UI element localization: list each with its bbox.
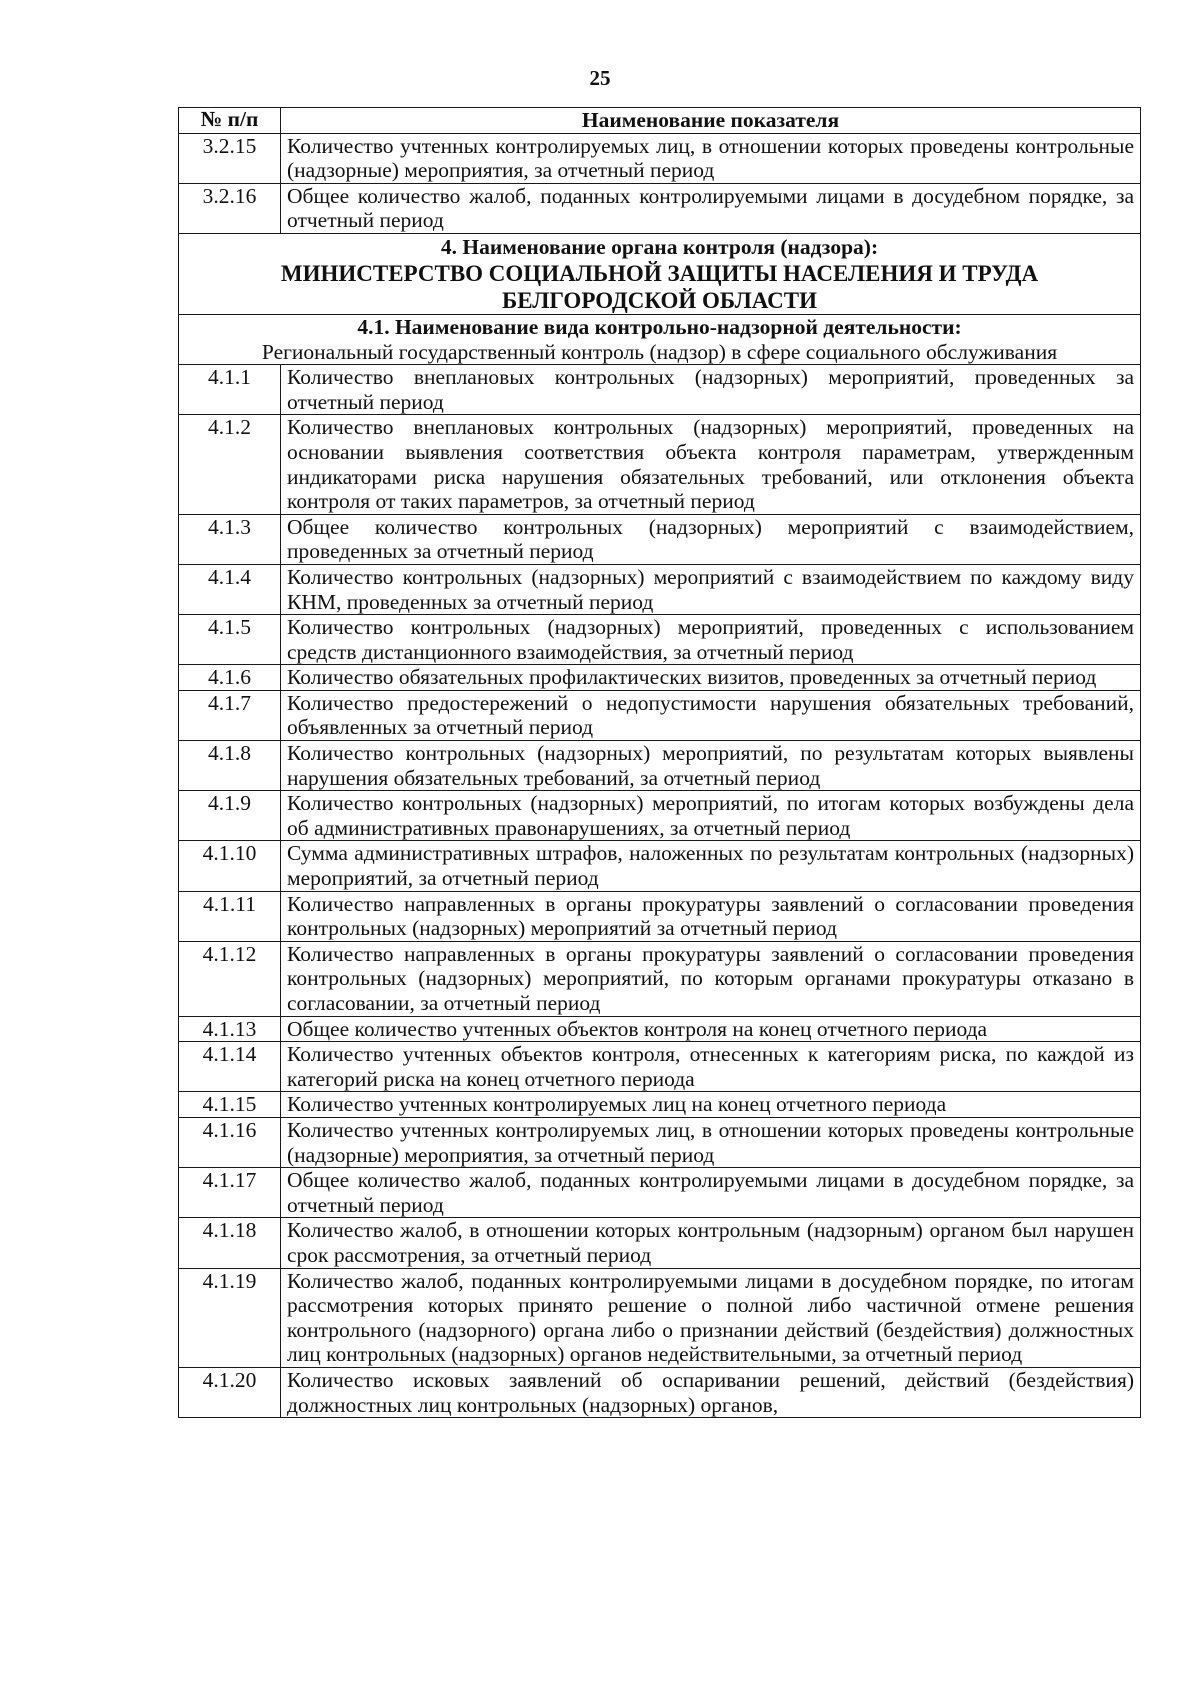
table-row <box>179 1092 1141 1118</box>
table-row <box>179 841 1141 891</box>
table-row <box>179 741 1141 791</box>
table-row <box>179 941 1141 1016</box>
organization-name: МИНИСТЕРСТВО СОЦИАЛЬНОЙ ЗАЩИТЫ НАСЕЛЕНИЯ И ТРУДА БЕЛГОРОДСКОЙ ОБЛАСТИ <box>280 260 1039 313</box>
table-row <box>179 514 1141 564</box>
indicator-number: 4.1.11 <box>179 891 281 941</box>
indicators-table <box>178 107 1141 1418</box>
indicator-name: Количество направленных в органы прокуратуры заявлений о согласовании проведения контрольных (надзорных) мероприятий за отчетный период <box>281 891 1141 941</box>
indicator-name: Общее количество учтенных объектов контроля на конец отчетного периода <box>281 1016 1141 1042</box>
subsection-title: 4.1. Наименование вида контрольно-надзорной деятельности: <box>357 314 962 339</box>
indicator-name: Количество контрольных (надзорных) мероприятий с взаимодействием по каждому виду КНМ, проведенных за отчетный период <box>281 564 1141 614</box>
indicator-number: 4.1.8 <box>179 741 281 791</box>
header-number: № п/п <box>179 108 281 134</box>
indicator-name: Общее количество жалоб, поданных контролируемыми лицами в досудебном порядке, за отчетный период <box>281 1168 1141 1218</box>
indicator-number: 4.1.6 <box>179 665 281 691</box>
indicator-name: Количество исковых заявлений об оспаривании решений, действий (бездействия) должностных лиц контрольных (надзорных) органов, <box>281 1367 1141 1417</box>
table-row <box>179 133 1141 183</box>
indicator-name: Количество обязательных профилактических визитов, проведенных за отчетный период <box>281 665 1141 691</box>
indicator-number: 4.1.2 <box>179 415 281 514</box>
section-cell <box>179 233 1141 314</box>
indicator-name: Сумма административных штрафов, наложенных по результатам контрольных (надзорных) мероприятий, за отчетный период <box>281 841 1141 891</box>
indicator-name: Количество жалоб, в отношении которых контрольным (надзорным) органом был нарушен срок рассмотрения, за отчетный период <box>281 1218 1141 1268</box>
indicator-name: Количество контрольных (надзорных) мероприятий, по итогам которых возбуждены дела об административных правонарушениях, за отчетный период <box>281 791 1141 841</box>
table-row <box>179 791 1141 841</box>
table-row <box>179 665 1141 691</box>
page-number: 25 <box>589 66 611 90</box>
table-row <box>179 1016 1141 1042</box>
indicator-number: 4.1.17 <box>179 1168 281 1218</box>
table-row <box>179 1117 1141 1167</box>
indicator-name: Количество внеплановых контрольных (надзорных) мероприятий, проведенных на основании выявления соответствия объекта контроля параметрам, утвержденным индикаторами риска нарушения обязательных требований, или отклонения объекта контроля от таких параметров, за отчетный период <box>281 415 1141 514</box>
table-row <box>179 1168 1141 1218</box>
indicator-name: Количество предостережений о недопустимости нарушения обязательных требований, объявленных за отчетный период <box>281 690 1141 740</box>
indicator-name: Количество контрольных (надзорных) мероприятий, по результатам которых выявлены нарушения обязательных требований, за отчетный период <box>281 741 1141 791</box>
table-row <box>179 365 1141 415</box>
table-row <box>179 183 1141 233</box>
table-row <box>179 891 1141 941</box>
indicator-name: Общее количество контрольных (надзорных) мероприятий с взаимодействием, проведенных за отчетный период <box>281 514 1141 564</box>
table-row <box>179 1268 1141 1367</box>
indicator-number: 4.1.12 <box>179 941 281 1016</box>
table-row <box>179 1367 1141 1417</box>
subsection-row <box>179 314 1141 364</box>
indicator-number: 4.1.7 <box>179 690 281 740</box>
table-row <box>179 1042 1141 1092</box>
table-row <box>179 564 1141 614</box>
top-rows <box>179 133 1141 233</box>
indicator-number: 4.1.16 <box>179 1117 281 1167</box>
table-row <box>179 415 1141 514</box>
indicator-number: 4.1.1 <box>179 365 281 415</box>
indicator-name: Количество учтенных объектов контроля, отнесенных к категориям риска, по каждой из категорий риска на конец отчетного периода <box>281 1042 1141 1092</box>
indicator-name: Количество учтенных контролируемых лиц, в отношении которых проведены контрольные (надзорные) мероприятия, за отчетный период <box>281 1117 1141 1167</box>
indicator-rows <box>179 365 1141 1418</box>
indicator-number: 4.1.15 <box>179 1092 281 1118</box>
indicator-number: 4.1.18 <box>179 1218 281 1268</box>
table-row <box>179 1218 1141 1268</box>
table-row <box>179 690 1141 740</box>
indicator-number: 4.1.10 <box>179 841 281 891</box>
section-block <box>179 233 1141 364</box>
indicator-name: Количество направленных в органы прокуратуры заявлений о согласовании проведения контрольных (надзорных) мероприятий, по которым органами прокуратуры отказано в согласовании, за отчетный период <box>281 941 1141 1016</box>
table-row <box>179 615 1141 665</box>
indicator-number: 4.1.9 <box>179 791 281 841</box>
control-type-name: Региональный государственный контроль (надзор) в сфере социального обслуживания <box>261 339 1058 364</box>
indicator-name: Количество жалоб, поданных контролируемыми лицами в досудебном порядке, по итогам рассмотрения которых принято решение о полной либо частичной отмене решения контрольного (надзорного) органа либо о признании действий (бездействия) должностных лиц контрольных (надзорных) органов недействительными, за отчетный период <box>281 1268 1141 1367</box>
indicator-number: 4.1.14 <box>179 1042 281 1092</box>
indicator-number: 4.1.3 <box>179 514 281 564</box>
indicator-name: Общее количество жалоб, поданных контролируемыми лицами в досудебном порядке, за отчетный период <box>281 183 1141 233</box>
subsection-cell <box>179 314 1141 364</box>
indicator-name: Количество внеплановых контрольных (надзорных) мероприятий, проведенных за отчетный период <box>281 365 1141 415</box>
indicator-number: 4.1.19 <box>179 1268 281 1367</box>
indicator-number: 4.1.13 <box>179 1016 281 1042</box>
indicator-number: 3.2.16 <box>179 183 281 233</box>
header-name: Наименование показателя <box>281 108 1141 134</box>
indicator-name: Количество учтенных контролируемых лиц, в отношении которых проведены контрольные (надзорные) мероприятия, за отчетный период <box>281 133 1141 183</box>
indicator-number: 4.1.4 <box>179 564 281 614</box>
indicator-name: Количество контрольных (надзорных) мероприятий, проведенных с использованием средств дистанционного взаимодействия, за отчетный период <box>281 615 1141 665</box>
section-row <box>179 233 1141 314</box>
section-title: 4. Наименование органа контроля (надзора): <box>440 234 879 259</box>
table-header-row <box>179 108 1141 134</box>
indicator-name: Количество учтенных контролируемых лиц на конец отчетного периода <box>281 1092 1141 1118</box>
indicator-number: 4.1.20 <box>179 1367 281 1417</box>
indicator-number: 3.2.15 <box>179 133 281 183</box>
indicator-number: 4.1.5 <box>179 615 281 665</box>
